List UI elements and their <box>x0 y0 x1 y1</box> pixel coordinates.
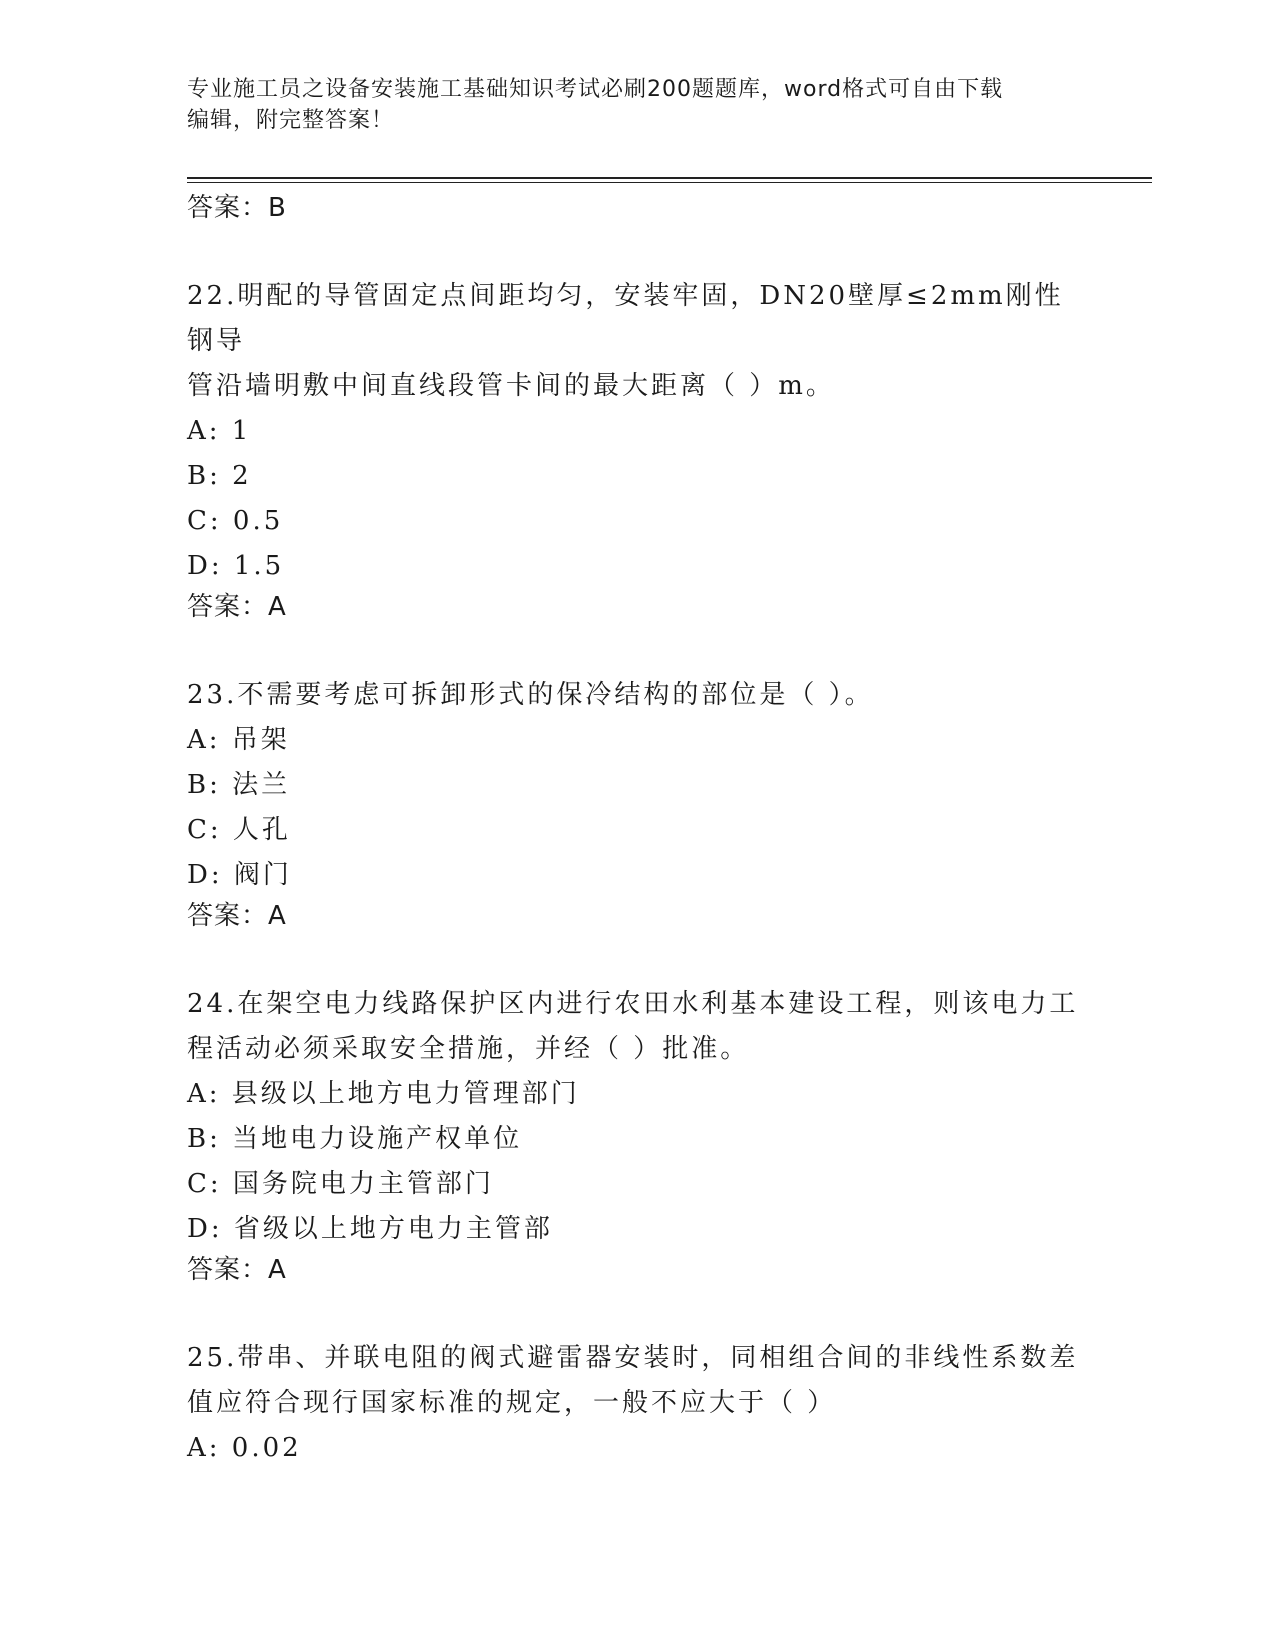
question-block-25 <box>187 1336 1087 1471</box>
option-b: B: 当地电力设施产权单位 <box>187 1124 523 1154</box>
option-a: A: 县级以上地方电力管理部门 <box>187 1079 580 1109</box>
option-d: D: 1.5 <box>187 551 285 581</box>
document-header <box>187 74 1087 136</box>
question-text-line: 22.明配的导管固定点间距均匀，安装牢固，DN20壁厚≤2mm刚性钢导 <box>187 281 1064 356</box>
question-text-line: 24.在架空电力线路保护区内进行农田水利基本建设工程，则该电力工 <box>187 989 1079 1019</box>
option-b: B: 法兰 <box>187 770 291 800</box>
option-a: A: 0.02 <box>187 1433 302 1463</box>
question-text-line: 程活动必须采取安全措施，并经（ ）批准。 <box>187 1034 750 1064</box>
answer-label: 答案：B <box>187 193 287 223</box>
question-block-23 <box>187 673 1087 934</box>
option-c: C: 人孔 <box>187 815 291 845</box>
answer-label: 答案：A <box>187 901 287 931</box>
option-a: A: 吊架 <box>187 725 290 755</box>
option-a: A: 1 <box>187 416 252 446</box>
option-b: B: 2 <box>187 461 252 491</box>
header-line-1: 专业施工员之设备安装施工基础知识考试必刷200题题库，word格式可自由下载 <box>187 77 1004 102</box>
question-block-24 <box>187 982 1087 1288</box>
question-text-line: 值应符合现行国家标准的规定，一般不应大于（ ） <box>187 1388 837 1418</box>
answer-label: 答案：A <box>187 1255 287 1285</box>
document-body <box>187 190 1087 1471</box>
option-c: C: 0.5 <box>187 506 284 536</box>
question-block-22 <box>187 274 1087 625</box>
question-text-line: 23.不需要考虑可拆卸形式的保冷结构的部位是（ ）。 <box>187 680 874 710</box>
header-line-2: 编辑，附完整答案！ <box>187 108 395 133</box>
question-text-line: 25.带串、并联电阻的阀式避雷器安装时，同相组合间的非线性系数差 <box>187 1343 1079 1373</box>
answer-label: 答案：A <box>187 592 287 622</box>
question-text-line: 管沿墙明敷中间直线段管卡间的最大距离（ ）m。 <box>187 371 835 401</box>
option-d: D: 阀门 <box>187 860 292 890</box>
option-c: C: 国务院电力主管部门 <box>187 1169 494 1199</box>
header-divider-thick <box>187 177 1152 179</box>
option-d: D: 省级以上地方电力主管部 <box>187 1214 553 1244</box>
header-divider-thin <box>187 182 1152 183</box>
